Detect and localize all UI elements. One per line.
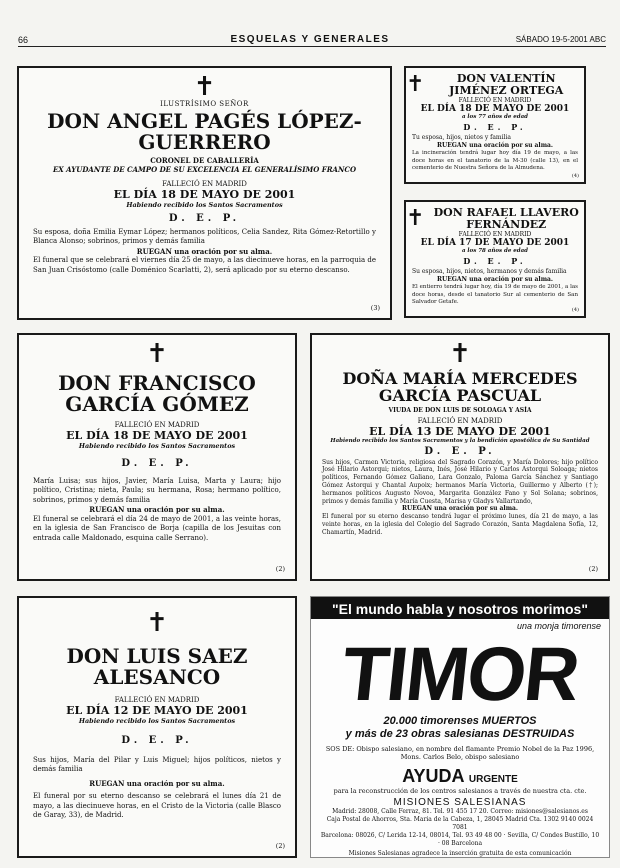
obituary-saez-alesanco (17, 596, 297, 858)
family-text: Su esposa, doña Emilia Eymar López; hermanos políticos, Celia Sandez, Rita Gómez-Retortillo y Blanca Alonso; sobrinos, primos y demás familia (33, 228, 376, 246)
deceased-name: DON ANGEL PAGÉS LÓPEZ-GUERRERO (47, 109, 362, 154)
prayer-request: RUEGAN una oración por su alma. (89, 778, 225, 788)
family-text: María Luisa; sus hijos, Javier, María Luisa, Marta y Laura; hijo político, Cristina; nieta, Paula; su hermana, Rosa; hermano político, sobrinos, primos y demás familia (33, 477, 281, 504)
ad-help-banner (311, 766, 609, 787)
former-post: EX AYUDANTE DE CAMPO DE SU EXCELENCIA EL GENERALÍSIMO FRANCO (52, 165, 357, 174)
ad-headline: "El mundo habla y nosotros morimos" (311, 597, 609, 619)
ad-deaths-line: 20.000 timorenses MUERTOS (383, 715, 537, 727)
ad-big-word: TIMOR (338, 632, 582, 717)
rip: D. E. P. (463, 122, 527, 132)
death-place: FALLECIÓ EN MADRID (458, 97, 532, 104)
cross-icon: ✝ (406, 206, 425, 231)
ad-code: (4) (571, 307, 579, 313)
death-place: FALLECIÓ EN MADRID (114, 421, 200, 429)
death-date: EL DÍA 12 DE MAYO DE 2001 (66, 704, 248, 717)
ad-sos-text: SOS DE: Obispo salesiano, en nombre del flamante Premio Nobel de la Paz 1996, Mons. Carlos Belo, obispo salesiano (325, 745, 595, 762)
death-place: FALLECIÓ EN MADRID (114, 696, 200, 704)
ad-subheadline: una monja timorense (516, 621, 601, 631)
death-place: FALLECIÓ EN MADRID (162, 180, 247, 188)
deceased-name: DON FRANCISCO GARCÍA GÓMEZ (58, 371, 256, 416)
military-rank: CORONEL DE CABALLERÍA (150, 156, 259, 165)
ad-destroyed-line: y más de 23 obras salesianas DESTRUIDAS (345, 728, 575, 740)
obituary-garcia-pascual (310, 333, 610, 581)
family-text: Sus hijos, María del Pilar y Luis Miguel; hijos políticos, nietos y demás familia (33, 756, 281, 774)
death-date: EL DÍA 18 DE MAYO DE 2001 (420, 104, 570, 114)
header-rule (18, 46, 606, 47)
ad-code: (3) (370, 304, 380, 312)
death-place: FALLECIÓ EN MADRID (458, 231, 532, 238)
cross-icon: ✝ (406, 72, 425, 97)
funeral-info: El funeral se celebrará el día 24 de mayo de 2001, a las veinte horas, en la iglesia de San Francisco de Borja (capilla de los Jesuitas con entrada calle Maldonado, esquina calle Serrano). (33, 514, 281, 542)
honorific: ILUSTRÍSIMO SEÑOR (160, 100, 249, 108)
ad-help-word: AYUDA (402, 765, 464, 786)
rip: D. E. P. (168, 213, 241, 224)
prayer-request: RUEGAN una oración por su alma. (436, 276, 554, 284)
funeral-info: El funeral por su eterno descanso se celebrará el lunes día 21 de mayo, a las diecinueve horas, en el Cristo de la Victoria (calle Blasco de Garay, 33), de Madrid. (33, 792, 281, 820)
family-text: Tu esposa, hijos, nietos y familia (412, 134, 511, 141)
section-title: ESQUELAS Y GENERALES (230, 34, 390, 45)
funeral-info: La incineración tendrá lugar hoy día 19 de mayo, a las doce horas en el tanatorio de la M-30 (calle 13), en el cementerio de Nuestra Señora de la Almudena. (412, 150, 578, 172)
issue-date: SÁBADO 19-5-2001 ABC (515, 35, 606, 44)
misiones-salesianas-logo: MISIONES SALESIANAS (393, 797, 527, 809)
ad-code: (2) (275, 842, 285, 850)
age-note: a los 78 años de edad (461, 248, 529, 254)
prayer-request: RUEGAN una oración por su alma. (136, 246, 273, 256)
prayer-request: RUEGAN una oración por su alma. (436, 142, 554, 150)
page-number: 66 (18, 35, 29, 45)
prayer-request: RUEGAN una oración por su alma. (89, 505, 225, 515)
rip: D. E. P. (424, 445, 496, 457)
rip: D. E. P. (121, 458, 193, 469)
age-note: a los 77 años de edad (461, 114, 529, 120)
widow-note: VIUDA DE DON LUIS DE SOLOAGA Y ASÍA (388, 406, 532, 414)
rip: D. E. P. (121, 735, 193, 746)
ad-code: (4) (571, 173, 579, 179)
ad-address-barcelona: Barcelona: 08026, C/ Lerida 12-14, 08014, Tel. 93 49 48 00 · Sevilla, C/ Condes Bustillo, 10 · 08 Barcelona (320, 831, 600, 847)
death-date: EL DÍA 18 DE MAYO DE 2001 (66, 429, 248, 442)
deceased-name: DOÑA MARÍA MERCEDES GARCÍA PASCUAL (342, 369, 578, 405)
death-date: EL DÍA 18 DE MAYO DE 2001 (113, 188, 296, 201)
family-text: Su esposa, hijos, nietos, hermanos y demás familia (412, 268, 567, 275)
funeral-info: El funeral por su eterno descanso tendrá lugar el próximo lunes, día 21 de mayo, a las veinte horas, en la iglesia del Colegio del Sagrado Corazón, Santa Magdalena Sofía, 12, Chamartín, Madrid. (322, 513, 598, 537)
deceased-name: DON VALENTÍN JIMÉNEZ ORTEGA (449, 71, 564, 97)
obituary-llavero-fernandez (404, 200, 586, 318)
ad-code: (2) (588, 565, 598, 573)
cross-icon: ✝ (146, 608, 168, 638)
ad-bank-account: Caja Postal de Ahorros, Sta. Maria de la Cabeza, 1, 28045 Madrid Cta. 1302 9140 0024 7081 (326, 816, 594, 831)
sacraments-note: Habiendo recibido los Santos Sacramentos y la bendición apostólica de Su Santidad (330, 437, 590, 444)
ad-urgent-word: URGENTE (468, 773, 518, 785)
obituary-jimenez-ortega (404, 66, 586, 184)
deceased-name: DON LUIS SAEZ ALESANCO (66, 644, 248, 689)
rip: D. E. P. (463, 256, 527, 266)
funeral-info: El entierro tendrá lugar hoy, día 19 de mayo de 2001, a las doce horas, desde el tanatorio Sur al cementerio de San Salvador Getafe. (412, 284, 578, 306)
sacraments-note: Habiendo recibido los Santos Sacramentos (126, 201, 283, 209)
obituary-pages-lopez-guerrero (17, 66, 392, 320)
obituary-garcia-gomez (17, 333, 297, 581)
ad-code: (2) (275, 565, 285, 573)
sacraments-note: Habiendo recibido los Santos Sacramentos (78, 717, 236, 725)
death-place: FALLECIÓ EN MADRID (417, 416, 503, 425)
cross-icon: ✝ (146, 339, 168, 369)
family-text: Sus hijos, Carmen Victoria, religiosa del Sagrado Corazón, y María Dolores; hijo político José Hilario Astorqui; nietos, Laura, Inés, José Hilario y Carlos Astorqui Soloaga; nietos políticos, Fernando Gómez Galiano, Lara Gonzalo, Paloma García Sánchez y Santiago Gómez Astorqui y Chantal Aupoix; hermanos María Victoria, Guillermo y Alberto (†); hermanos políticos Augusto Novoa, Margarita González Fano y Sol Solana; sobrinos, primos y demás familia y María Cuesta, Marisa y Gladys Vallartando, (322, 458, 598, 505)
cross-icon: ✝ (449, 339, 471, 369)
timor-advertisement (310, 596, 610, 858)
prayer-request: RUEGAN una oración por su alma. (401, 505, 519, 513)
cross-icon: ✝ (193, 72, 216, 102)
ad-thanks: Misiones Salesianas agradece la inserción gratuita de esta comunicación (348, 850, 572, 858)
funeral-info: El funeral que se celebrará el viernes día 25 de mayo, a las diecinueve horas, en la parroquia de San Juan Crisóstomo (calle Doménico Scarlatti, 2), será aplicado por su eterno descanso. (33, 256, 376, 274)
ad-reconstruction-text: para la reconstrucción de los centros salesianos a través de nuestra cta. cte. (333, 786, 587, 795)
ad-address-madrid: Madrid: 28008, Calle Ferraz, 81. Tel. 91 455 17 20. Correo: misiones@salesianos.es (332, 808, 588, 816)
death-date: EL DÍA 13 DE MAYO DE 2001 (369, 424, 551, 438)
death-date: EL DÍA 17 DE MAYO DE 2001 (420, 238, 570, 248)
deceased-name: DON RAFAEL LLAVERO FERNÁNDEZ (433, 205, 579, 231)
page-header (0, 0, 620, 48)
sacraments-note: Habiendo recibido los Santos Sacramentos (78, 442, 236, 450)
